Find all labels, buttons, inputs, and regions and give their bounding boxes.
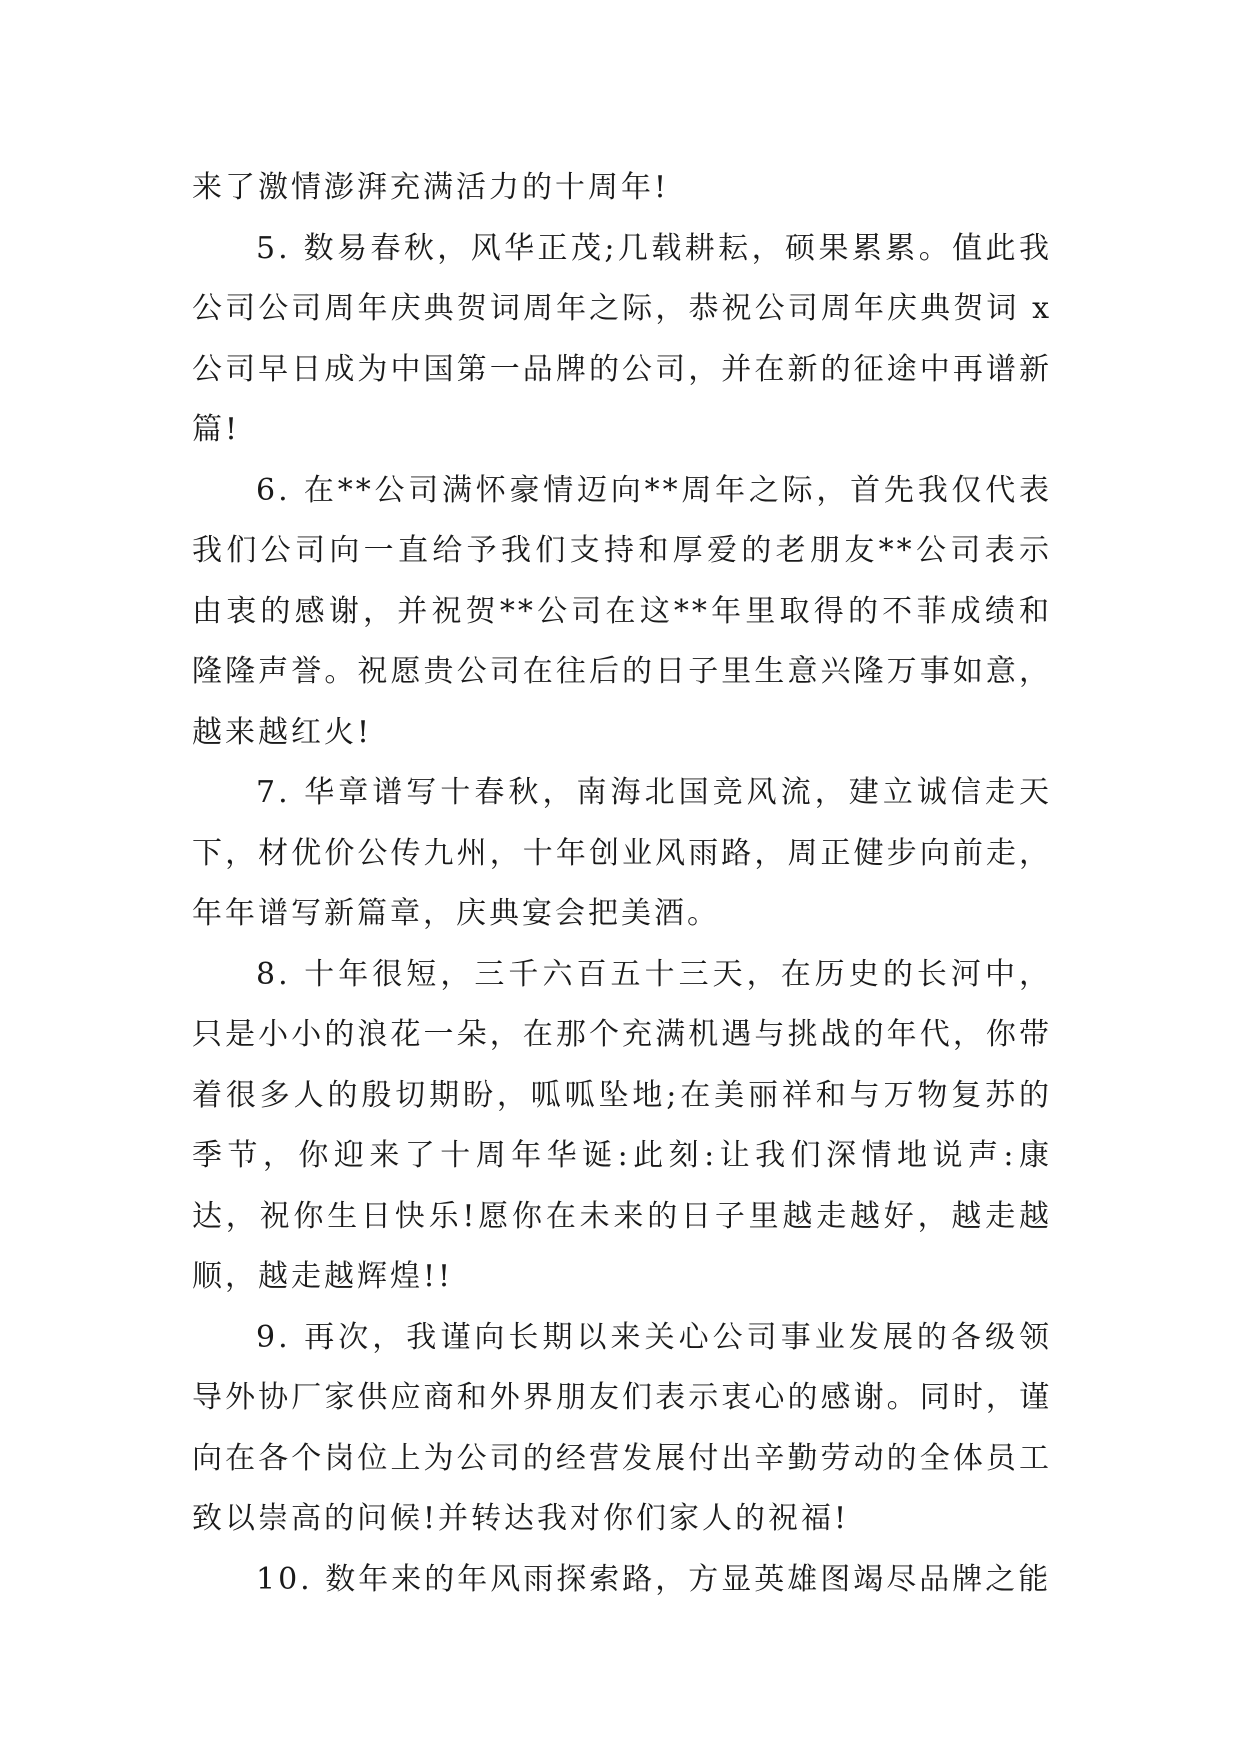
paragraph-item-9: 9. 再次，我谨向长期以来关心公司事业发展的各级领导外协厂家供应商和外界朋友们表示衷心的感谢。同时，谨向在各个岗位上为公司的经营发展付出辛勤劳动的全体员工致以崇高的问候!并转达我对你们家人的祝福! — [192, 1319, 1052, 1536]
paragraph-item-10: 10. 数年来的年风雨探索路，方显英雄图竭尽品牌之能 — [256, 1561, 1052, 1597]
paragraph-item-7: 7. 华章谱写十春秋，南海北国竞风流，建立诚信走天下，材优价公传九州，十年创业风雨路，周正健步向前走，年年谱写新篇章，庆典宴会把美酒。 — [192, 775, 1052, 931]
paragraph-continuation: 来了激情澎湃充满活力的十周年! — [192, 170, 670, 205]
paragraph-item-8: 8. 十年很短，三千六百五十三天，在历史的长河中，只是小小的浪花一朵，在那个充满机遇与挑战的年代，你带着很多人的殷切期盼，呱呱坠地;在美丽祥和与万物复苏的季节，你迎来了十周年华诞:此刻:让我们深情地说声:康达，祝你生日快乐!愿你在未来的日子里越走越好，越走越顺，越走越辉煌!! — [192, 956, 1052, 1294]
document-body — [192, 158, 1052, 1610]
paragraph-item-6: 6. 在**公司满怀豪情迈向**周年之际，首先我仅代表我们公司向一直给予我们支持和厚爱的老朋友**公司表示由衷的感谢，并祝贺**公司在这**年里取得的不菲成绩和隆隆声誉。祝愿贵公司在往后的日子里生意兴隆万事如意，越来越红火! — [192, 472, 1052, 750]
paragraph-item-5: 5. 数易春秋，风华正茂;几载耕耘，硕果累累。值此我公司公司周年庆典贺词周年之际，恭祝公司周年庆典贺词 x 公司早日成为中国第一品牌的公司，并在新的征途中再谱新篇! — [192, 230, 1052, 447]
